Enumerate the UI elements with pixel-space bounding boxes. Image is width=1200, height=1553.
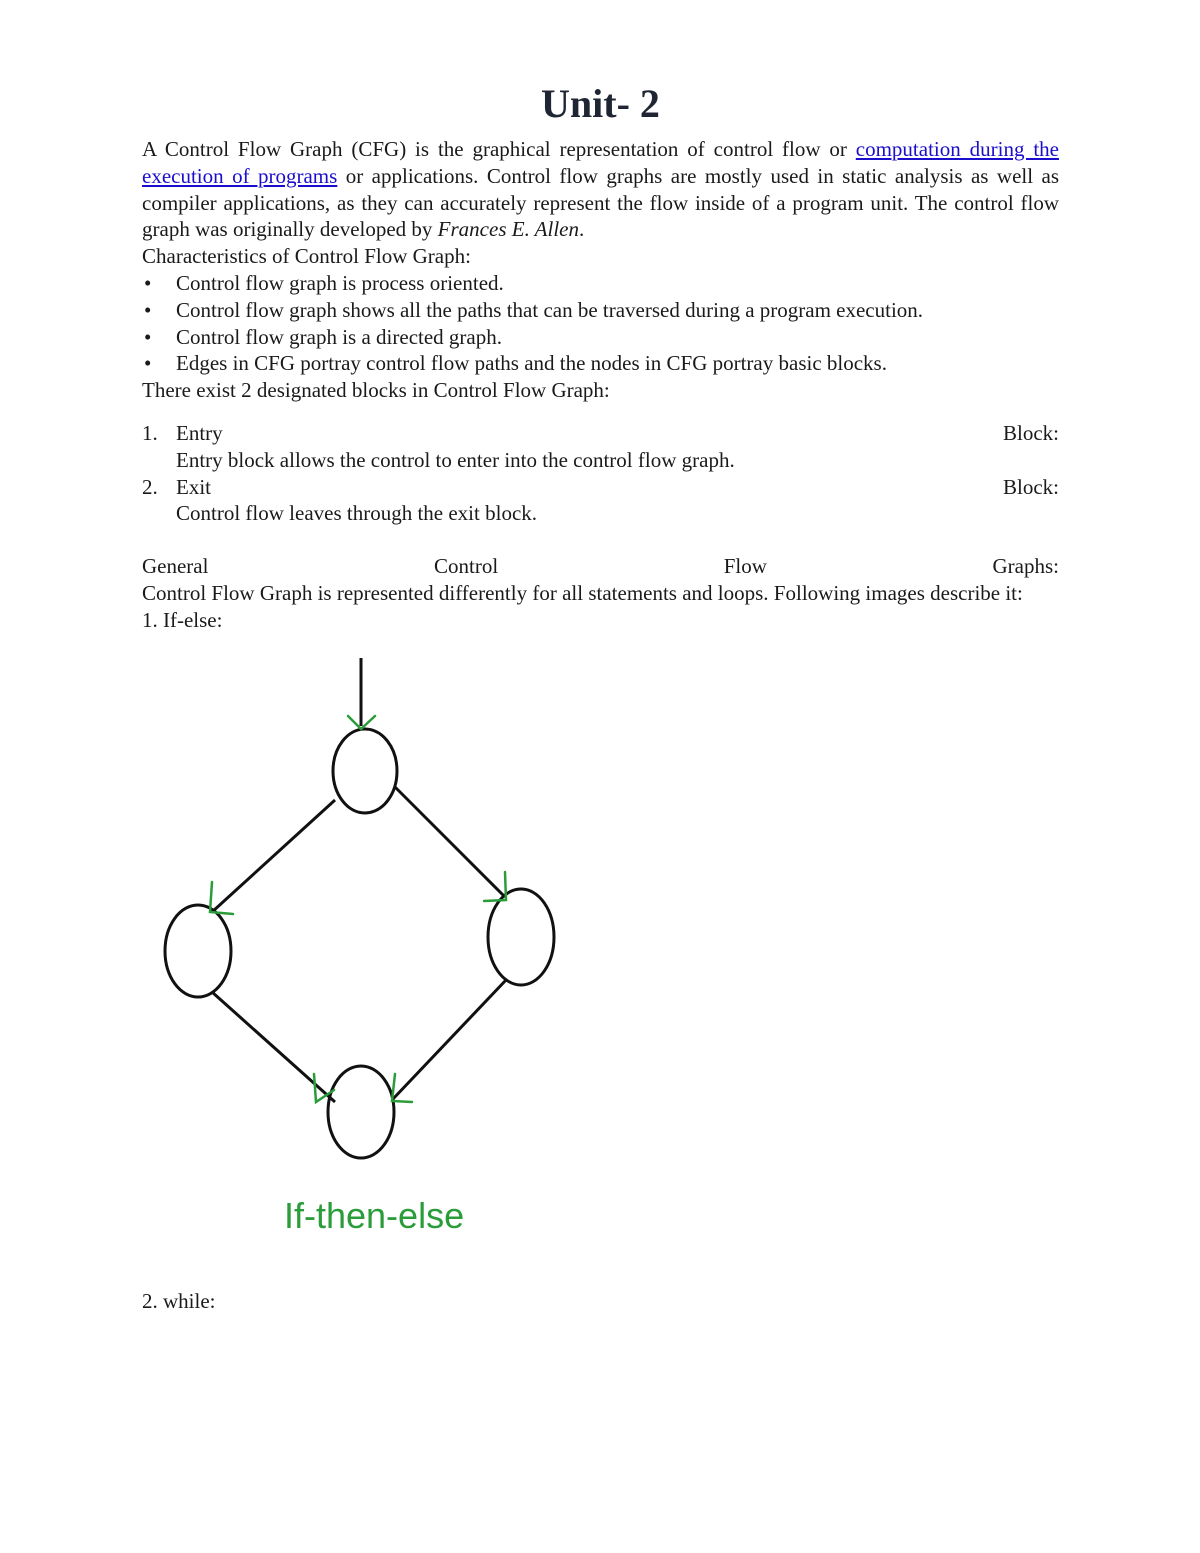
block-description: Control flow leaves through the exit block. (176, 501, 538, 526)
list-number: 1. (142, 420, 158, 445)
item-if-else: 1. If-else: (142, 607, 223, 632)
if-then-else-diagram (150, 650, 570, 1250)
edge-top-right (395, 787, 505, 897)
intro-end: . (579, 217, 585, 242)
author-name: Frances E. Allen (437, 217, 580, 242)
general-heading (142, 553, 1059, 580)
block-suffix: Block: (1003, 474, 1059, 499)
blocks-list (142, 420, 1059, 527)
intro-paragraph (142, 136, 1059, 243)
block-description: Entry block allows the control to enter into the control flow graph. (176, 447, 735, 472)
list-item: • Control flow graph is process oriented. (142, 270, 1059, 297)
general-paragraph: Control Flow Graph is represented differently for all statements and loops. Following images describe it: (142, 580, 1023, 605)
heading-word: Flow (723, 554, 767, 579)
heading-word: Graphs: (992, 554, 1059, 579)
characteristics-heading: Characteristics of Control Flow Graph: (142, 244, 471, 269)
edge-right-bottom (392, 980, 506, 1100)
heading-word: General (142, 554, 209, 579)
cfg-link[interactable]: computation during the execution of programs (142, 137, 1059, 188)
item-while: 2. while: (142, 1289, 216, 1313)
node-left (165, 905, 231, 997)
node-bottom (328, 1066, 394, 1158)
blocks-heading: There exist 2 designated blocks in Control Flow Graph: (142, 378, 610, 403)
block-suffix: Block: (1003, 420, 1059, 445)
edge-top-left (212, 800, 335, 912)
heading-word: Control (434, 554, 499, 579)
list-item: • Control flow graph is a directed graph. (142, 324, 1059, 351)
list-item-entry (142, 420, 1059, 474)
list-number: 2. (142, 474, 158, 499)
list-item: • Edges in CFG portray control flow paths and the nodes in CFG portray basic blocks. (142, 350, 1059, 377)
block-name: Entry (176, 420, 223, 445)
list-item-exit (142, 474, 1059, 528)
edge-left-bottom (212, 992, 335, 1102)
intro-text-2: or applications. Control flow graphs are mostly used in static analysis as well as compiler applications, as they can accurately represent the flow inside of a program unit. The control flow graph was originally developed by (142, 163, 1059, 242)
diagram-caption: If-then-else (284, 1195, 465, 1236)
characteristics-list (142, 270, 1059, 377)
node-top (333, 729, 397, 813)
document-page (142, 78, 1059, 634)
page-title: Unit- 2 (541, 81, 660, 126)
node-right (488, 889, 554, 985)
list-item: • Control flow graph shows all the paths that can be traversed during a program execution. (142, 297, 1059, 324)
intro-text-1: A Control Flow Graph (CFG) is the graphical representation of control flow or (142, 137, 856, 161)
block-name: Exit (176, 474, 211, 499)
